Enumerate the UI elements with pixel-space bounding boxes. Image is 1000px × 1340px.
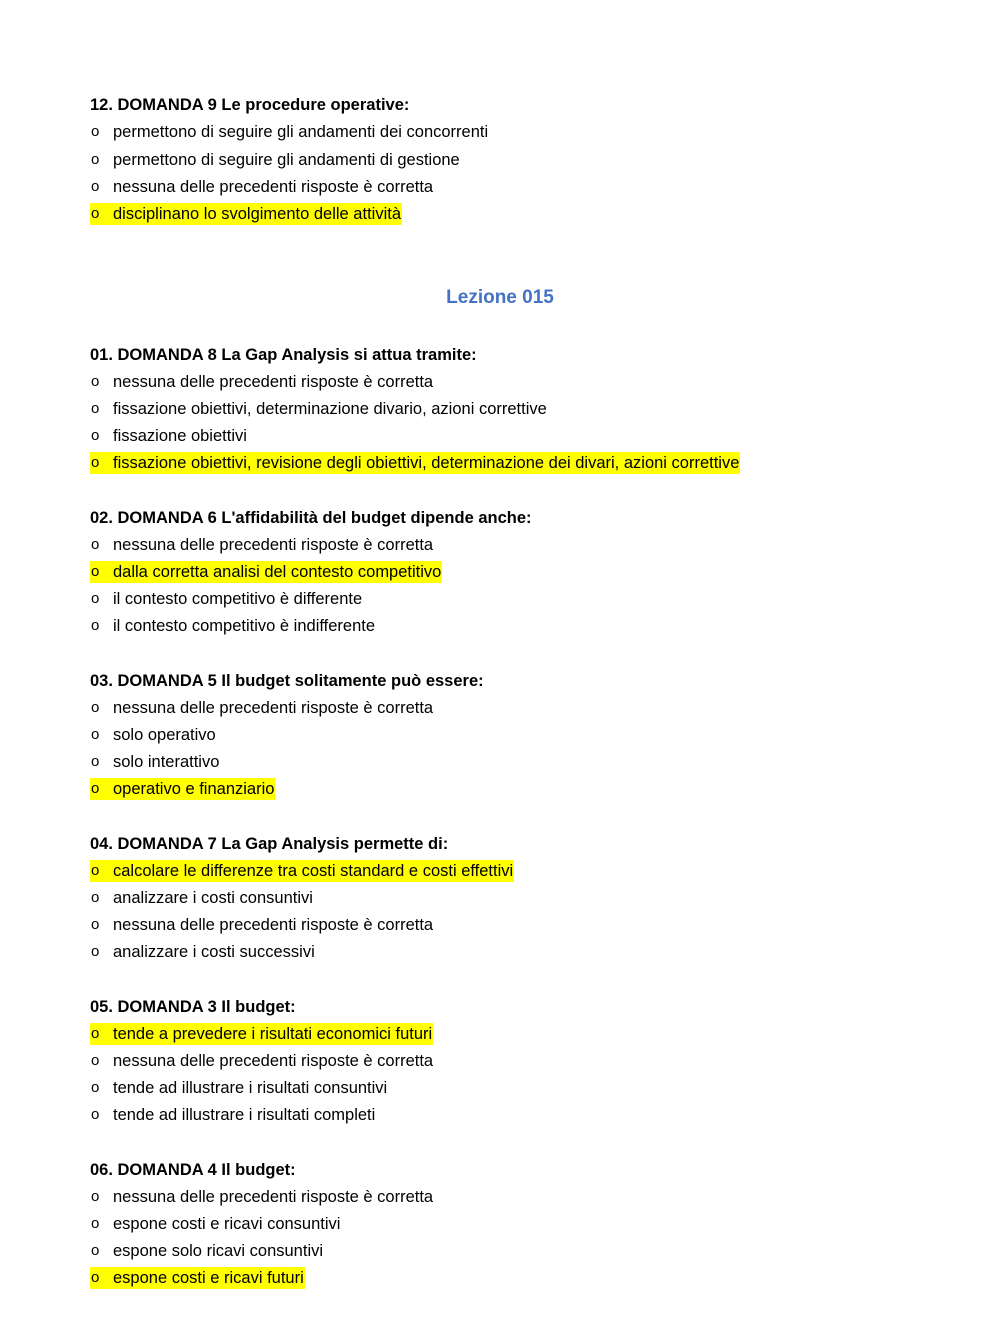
option-text: fissazione obiettivi, revisione degli obiettivi, determinazione dei divari, azioni correttive xyxy=(113,454,740,472)
question-title: 12. DOMANDA 9 Le procedure operative: xyxy=(90,96,410,114)
bullet-icon: o xyxy=(91,205,100,222)
bullet-icon: o xyxy=(91,151,100,168)
option-text: tende a prevedere i risultati economici futuri xyxy=(113,1025,433,1043)
option-text: permettono di seguire gli andamenti dei concorrenti xyxy=(113,123,489,141)
bullet-icon: o xyxy=(91,889,100,906)
option-text: permettono di seguire gli andamenti di gestione xyxy=(113,151,460,169)
bullet-icon: o xyxy=(91,916,100,933)
option-text: disciplinano lo svolgimento delle attività xyxy=(113,205,401,223)
bullet-icon: o xyxy=(91,1052,100,1069)
bullet-icon: o xyxy=(91,753,100,770)
bullet-icon: o xyxy=(91,427,100,444)
answer-option xyxy=(90,1186,434,1208)
question-title: 03. DOMANDA 5 Il budget solitamente può essere: xyxy=(90,672,484,690)
answer-option xyxy=(90,697,434,719)
bullet-icon: o xyxy=(91,563,100,580)
option-text: calcolare le differenze tra costi standard e costi effettivi xyxy=(113,862,514,880)
option-text: solo operativo xyxy=(113,726,216,744)
option-text: tende ad illustrare i risultati consuntivi xyxy=(113,1079,388,1097)
answer-option-correct xyxy=(90,1267,305,1289)
bullet-icon: o xyxy=(91,1188,100,1205)
bullet-icon: o xyxy=(91,1215,100,1232)
answer-option xyxy=(90,1213,341,1235)
bullet-icon: o xyxy=(91,617,100,634)
option-text: nessuna delle precedenti risposte è corretta xyxy=(113,699,434,717)
question-title: 06. DOMANDA 4 Il budget: xyxy=(90,1161,296,1179)
answer-option xyxy=(90,176,434,198)
option-text: nessuna delle precedenti risposte è corretta xyxy=(113,916,434,934)
answer-option xyxy=(90,887,314,909)
bullet-icon: o xyxy=(91,536,100,553)
option-text: espone costi e ricavi consuntivi xyxy=(113,1215,341,1233)
option-text: tende ad illustrare i risultati completi xyxy=(113,1106,376,1124)
option-text: nessuna delle precedenti risposte è corretta xyxy=(113,1052,434,1070)
option-text: nessuna delle precedenti risposte è corretta xyxy=(113,536,434,554)
option-text: analizzare i costi consuntivi xyxy=(113,889,313,907)
question-title: 02. DOMANDA 6 L'affidabilità del budget dipende anche: xyxy=(90,509,532,527)
answer-option xyxy=(90,724,217,746)
answer-option xyxy=(90,1104,376,1126)
answer-option xyxy=(90,1050,434,1072)
answer-option xyxy=(90,121,489,143)
answer-option xyxy=(90,371,434,393)
answer-option xyxy=(90,398,548,420)
answer-option xyxy=(90,914,434,936)
answer-option-correct xyxy=(90,860,514,882)
option-text: nessuna delle precedenti risposte è corretta xyxy=(113,1188,434,1206)
bullet-icon: o xyxy=(91,123,100,140)
option-text: il contesto competitivo è differente xyxy=(113,590,363,608)
bullet-icon: o xyxy=(91,699,100,716)
section-title: Lezione 015 xyxy=(446,287,554,308)
answer-option xyxy=(90,425,248,447)
option-text: fissazione obiettivi, determinazione divario, azioni correttive xyxy=(113,400,547,418)
option-text: operativo e finanziario xyxy=(113,780,275,798)
answer-option-correct xyxy=(90,1023,433,1045)
bullet-icon: o xyxy=(91,454,100,471)
answer-option xyxy=(90,751,220,773)
answer-option-correct xyxy=(90,561,442,583)
question-title: 04. DOMANDA 7 La Gap Analysis permette di: xyxy=(90,835,449,853)
answer-option xyxy=(90,149,461,171)
answer-option xyxy=(90,1240,324,1262)
answer-option-correct xyxy=(90,778,275,800)
bullet-icon: o xyxy=(91,1269,100,1286)
answer-option xyxy=(90,1077,388,1099)
option-text: solo interattivo xyxy=(113,753,220,771)
answer-option xyxy=(90,941,316,963)
option-text: nessuna delle precedenti risposte è corretta xyxy=(113,373,434,391)
bullet-icon: o xyxy=(91,726,100,743)
bullet-icon: o xyxy=(91,943,100,960)
option-text: espone costi e ricavi futuri xyxy=(113,1269,304,1287)
answer-option xyxy=(90,615,376,637)
question-title: 01. DOMANDA 8 La Gap Analysis si attua tramite: xyxy=(90,346,477,364)
bullet-icon: o xyxy=(91,1025,100,1042)
option-text: il contesto competitivo è indifferente xyxy=(113,617,376,635)
answer-option xyxy=(90,534,434,556)
answer-option xyxy=(90,588,363,610)
bullet-icon: o xyxy=(91,862,100,879)
option-text: dalla corretta analisi del contesto competitivo xyxy=(113,563,442,581)
answer-option-correct xyxy=(90,203,402,225)
bullet-icon: o xyxy=(91,1242,100,1259)
option-text: analizzare i costi successivi xyxy=(113,943,315,961)
answer-option-correct xyxy=(90,452,740,474)
bullet-icon: o xyxy=(91,373,100,390)
bullet-icon: o xyxy=(91,590,100,607)
bullet-icon: o xyxy=(91,178,100,195)
question-title: 05. DOMANDA 3 Il budget: xyxy=(90,998,296,1016)
bullet-icon: o xyxy=(91,1106,100,1123)
bullet-icon: o xyxy=(91,400,100,417)
option-text: fissazione obiettivi xyxy=(113,427,247,445)
bullet-icon: o xyxy=(91,1079,100,1096)
bullet-icon: o xyxy=(91,780,100,797)
option-text: nessuna delle precedenti risposte è corretta xyxy=(113,178,434,196)
option-text: espone solo ricavi consuntivi xyxy=(113,1242,324,1260)
